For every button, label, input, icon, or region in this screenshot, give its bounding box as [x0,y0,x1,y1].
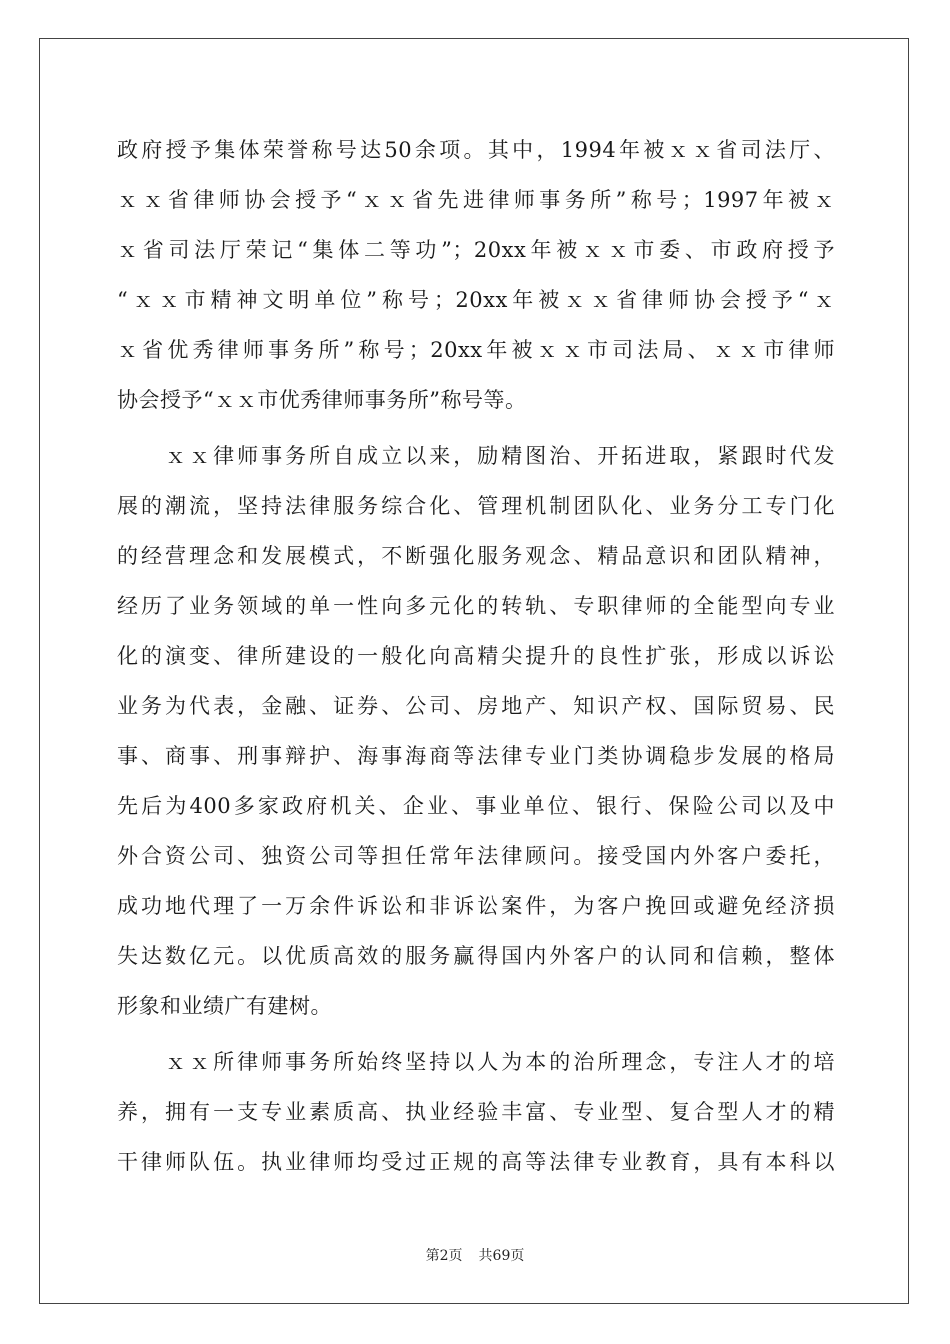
document-body [117,125,835,1187]
text-line: ｘｘ省律师协会授予“ｘｘ省先进律师事务所”称号；1997年被ｘ [117,188,835,212]
page-total: 共69页 [478,1248,525,1264]
text-line: ｘｘ所律师事务所始终坚持以人为本的治所理念，专注人才的培 [117,1050,835,1074]
text-line: 养，拥有一支专业素质高、执业经验丰富、专业型、复合型人才的精 [117,1100,835,1124]
text-line: ｘｘ律师事务所自成立以来，励精图治、开拓进取，紧跟时代发 [117,444,835,468]
text-line: ｘ省优秀律师事务所”称号；20xx年被ｘｘ市司法局、ｘｘ市律师 [117,338,835,362]
text-line: 事、商事、刑事辩护、海事海商等法律专业门类协调稳步发展的格局 [117,744,835,768]
text-line: 成功地代理了一万余件诉讼和非诉讼案件，为客户挽回或避免经济损 [117,894,835,918]
text-line: 的经营理念和发展模式，不断强化服务观念、精品意识和团队精神， [117,544,835,568]
page-number: 第2页 [425,1248,463,1264]
text-line: 经历了业务领域的单一性向多元化的转轨、专职律师的全能型向专业 [117,594,835,618]
text-line: “ｘｘ市精神文明单位”称号；20xx年被ｘｘ省律师协会授予“ｘ [117,288,835,312]
paragraph-1 [117,125,835,425]
text-line: 化的演变、律所建设的一般化向高精尖提升的良性扩张，形成以诉讼 [117,644,835,668]
text-line: 先后为400多家政府机关、企业、事业单位、银行、保险公司以及中 [117,794,835,818]
text-line: 政府授予集体荣誉称号达50余项。其中，1994年被ｘｘ省司法厅、 [117,138,835,162]
text-line: 业务为代表，金融、证券、公司、房地产、知识产权、国际贸易、民 [117,694,835,718]
text-line: 失达数亿元。以优质高效的服务赢得国内外客户的认同和信赖，整体 [117,944,835,968]
text-line: 干律师队伍。执业律师均受过正规的高等法律专业教育，具有本科以 [117,1150,835,1174]
page-footer [0,1245,950,1265]
text-line: 形象和业绩广有建树。 [117,994,332,1018]
paragraph-2 [117,431,835,1031]
text-line: 外合资公司、独资公司等担任常年法律顾问。接受国内外客户委托， [117,844,835,868]
paragraph-3 [117,1037,835,1187]
text-line: 展的潮流，坚持法律服务综合化、管理机制团队化、业务分工专门化 [117,494,835,518]
text-line: 协会授予“ｘｘ市优秀律师事务所”称号等。 [117,388,527,412]
text-line: ｘ省司法厅荣记“集体二等功”；20xx年被ｘｘ市委、市政府授予 [117,238,835,262]
